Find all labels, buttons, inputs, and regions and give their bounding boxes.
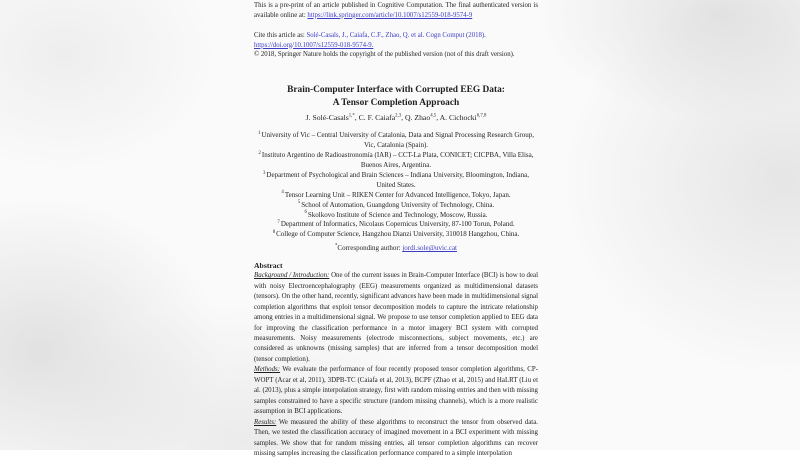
affiliation-superscript: 5 <box>297 200 301 206</box>
affiliation-line <box>254 201 538 211</box>
author-superscript: 1,* <box>348 113 355 119</box>
author-name: J. Solé-Casals <box>305 113 349 123</box>
affiliation-superscript: 1 <box>258 130 261 136</box>
affiliation-line <box>254 151 538 171</box>
author-superscript: 2,3 <box>395 113 402 119</box>
abstract-section-text: One of the current issues in Brain-Computer Interface (BCI) is how to deal with noisy Electroencephalography (EEG) measurements organized as multidimensional datasets (tensors). On the other hand, recently, significant advances have been made in multidimensional signal completion algorithms that exploit tensor decomposition models to capture the intricate relationship among entries in a multidimensional signal. We propose to use tensor completion applied to EEG data for improving the classification performance in a motor imagery BCI system with corrupted measurements. Noisy measurements (electrode misconnections, subject movements, etc.) are considered as unknowns (missing samples) that are inferred from a tensor decomposition model (tensor completion). <box>254 272 538 363</box>
author-name: C. F. Caiafa <box>358 113 396 123</box>
doi-link[interactable]: https://doi.org/10.1007/s12559-018-9574-9. <box>254 41 374 49</box>
abstract-section-label: Background / Introduction: <box>254 272 330 280</box>
affiliation-line <box>254 131 538 151</box>
affiliation-text: Skolkovo Institute of Science and Technology, Moscow, Russia. <box>307 210 488 219</box>
document-content <box>254 1 538 459</box>
affiliation-superscript: 2 <box>258 150 261 156</box>
author-name: A. Cichocki <box>439 113 477 123</box>
affiliation-list <box>254 131 538 240</box>
citation-prefix: Cite this article as: <box>254 32 307 40</box>
author-name: Q. Zhao <box>405 113 431 123</box>
author-separator: , <box>436 113 440 123</box>
affiliation-text: Department of Informatics, Nicolaus Copernicus University, 87-100 Torun, Poland. <box>280 220 515 229</box>
citation-block <box>254 31 538 59</box>
affiliation-text: College of Computer Science, Hangzhou Dianzi University, 310018 Hangzhou, China. <box>276 230 520 239</box>
author-item <box>405 113 440 122</box>
corresponding-author-line <box>254 243 538 253</box>
abstract-section-text: We evaluate the performance of four recently proposed tensor completion algorithms, CP-WOPT (Acar et al, 2011), 3DPB-TC (Caiafa et al, 2013), BCPF (Zhao et al, 2015) and HaLRT (Liu et al. (2013), plus a simple interpolation strategy, first with random missing entries and then with missing samples constrained to have a specific structure (random missing channels), which is a more realistic assumption in BCI applications. <box>254 366 538 416</box>
paper-title-line1: Brain-Computer Interface with Corrupted EEG Data: <box>287 85 505 96</box>
paper-title <box>254 84 538 109</box>
author-list <box>254 113 538 123</box>
affiliation-superscript: 4 <box>281 190 284 196</box>
abstract-body <box>254 271 538 459</box>
affiliation-line <box>254 211 538 221</box>
affiliation-text: Department of Psychological and Brain Sciences – Indiana University, Bloomington, Indiana, United States. <box>266 170 529 189</box>
abstract-section <box>254 271 538 365</box>
affiliation-superscript: 8 <box>272 230 276 236</box>
abstract-heading: Abstract <box>254 261 283 271</box>
abstract-section-label: Methods: <box>254 366 281 374</box>
preprint-notice <box>254 1 538 21</box>
abstract-section <box>254 365 538 417</box>
affiliation-text: Instituto Argentino de Radioastronomía (IAR) – CCT-La Plata, CONICET; CICPBA, Villa Elisa, Buenos Aires, Argentina. <box>261 151 534 170</box>
affiliation-line <box>254 220 538 230</box>
corresponding-label: Corresponding author: <box>337 244 403 253</box>
author-item <box>440 113 487 122</box>
corresponding-asterisk: * <box>335 243 338 249</box>
affiliation-line <box>254 230 538 240</box>
author-separator: , <box>354 113 359 123</box>
citation-reference-link[interactable]: Solé-Casals, J., Caiafa, C.F., Zhao, Q. et al. Cogn Comput (2018). <box>306 32 486 40</box>
affiliation-text: Tensor Learning Unit – RIKEN Center for Advanced Intelligence, Tokyo, Japan. <box>284 190 511 199</box>
affiliation-text: School of Automation, Guangdong University of Technology, China. <box>301 200 495 209</box>
abstract-section <box>254 418 538 459</box>
affiliation-line <box>254 171 538 191</box>
abstract-section-label: Results: <box>254 418 277 426</box>
affiliation-superscript: 7 <box>277 220 280 226</box>
affiliation-superscript: 3 <box>263 170 266 176</box>
author-superscript: 6,7,8 <box>476 113 487 119</box>
paper-title-line2: A Tensor Completion Approach <box>332 97 460 108</box>
preprint-notice-text: This is a pre-print of an article published in Cognitive Computation. The final authenticated version is available online at: <box>254 2 538 19</box>
affiliation-text: University of Vic – Central University of Catalonia, Data and Signal Processing Research Group, Vic, Catalonia (Spain). <box>261 131 534 150</box>
corresponding-email-link[interactable]: jordi.sole@uvic.cat <box>402 244 457 253</box>
affiliation-superscript: 6 <box>304 210 307 216</box>
author-superscript: 4,5 <box>430 113 437 119</box>
affiliation-line <box>254 191 538 201</box>
author-item <box>306 113 359 122</box>
author-separator: , <box>401 113 405 123</box>
author-item <box>359 113 405 122</box>
copyright-notice: © 2018, Springer Nature holds the copyright of the published version (not of this draft version). <box>254 50 515 58</box>
abstract-section-text: We measured the ability of these algorithms to reconstruct the tensor from observed data. Then, we tested the classification accuracy of imagined movement in a BCI experiment with missing samples. We show that for random missing entries, all tensor completion algorithms can recover missing samples increasing the classification performance compared to a simple interpolation <box>254 418 538 457</box>
springer-article-link[interactable]: https://link.springer.com/article/10.1007/s12559-018-9574-9 <box>307 11 473 19</box>
